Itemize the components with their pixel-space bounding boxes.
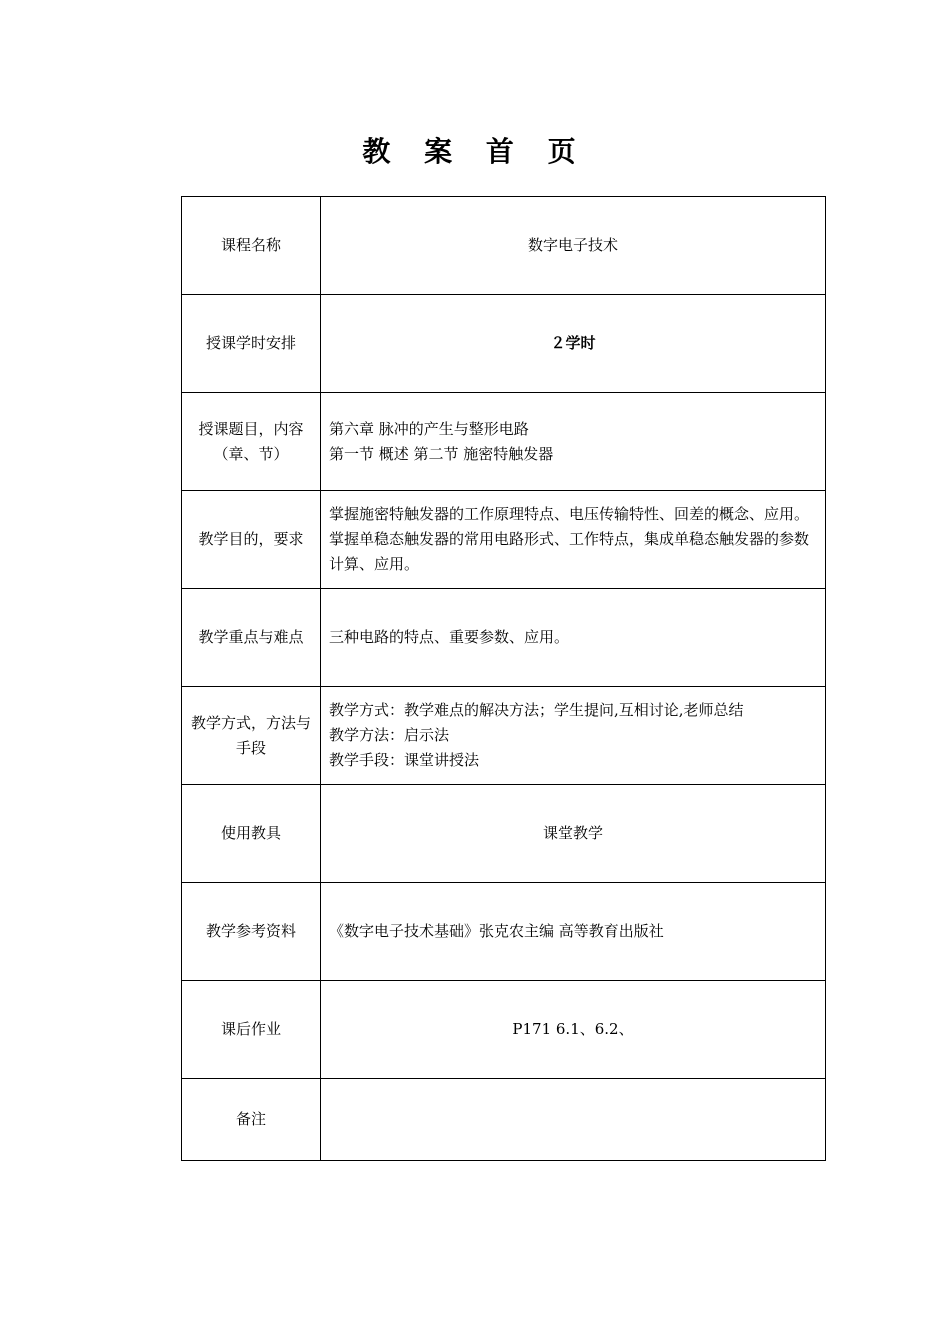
row-label: 教学目的，要求 (182, 491, 321, 589)
value-line: 《数字电子技术基础》张克农主编 高等教育出版社 (329, 922, 664, 940)
table-row-key-points (182, 589, 826, 687)
row-label: 教学重点与难点 (182, 589, 321, 687)
row-label: 授课题目，内容（章、节） (182, 393, 321, 491)
row-value (321, 295, 826, 393)
row-value (321, 197, 826, 295)
value-line: 三种电路的特点、重要参数、应用。 (329, 628, 570, 646)
row-value-empty (321, 1079, 826, 1161)
table-row-teaching-aids (182, 785, 826, 883)
row-value (321, 687, 826, 785)
row-label: 课程名称 (182, 197, 321, 295)
value-line: 数字电子技术 (527, 236, 618, 254)
row-label: 备注 (182, 1079, 321, 1161)
value-line: 教学方式：教学难点的解决方法；学生提问,互相讨论,老师总结 (329, 701, 744, 719)
table-row-references (182, 883, 826, 981)
row-value (321, 589, 826, 687)
value-line: 教学手段：课堂讲授法 (329, 751, 480, 769)
table-row-objectives (182, 491, 826, 589)
page-title: 教 案 首 页 (362, 135, 588, 168)
value-line: 掌握单稳态触发器的常用电路形式、工作特点，集成单稳态触发器的参数计算、应用。 (329, 530, 810, 573)
value-line: 第六章 脉冲的产生与整形电路 (329, 419, 529, 438)
row-label: 课后作业 (182, 981, 321, 1079)
row-label: 使用教具 (182, 785, 321, 883)
table-row-class-hours (182, 295, 826, 393)
row-value (321, 393, 826, 491)
row-label: 教学参考资料 (182, 883, 321, 981)
value-line: 课堂教学 (542, 824, 603, 842)
table-row-teaching-methods (182, 687, 826, 785)
value-line: 教学方法：启示法 (329, 726, 450, 744)
row-value (321, 981, 826, 1079)
row-value (321, 785, 826, 883)
table-row-course-name (182, 197, 826, 295)
lesson-plan-table (181, 196, 826, 1161)
row-value (321, 491, 826, 589)
value-line: P171 6.1、6.2、 (512, 1020, 634, 1038)
table-row-topic (182, 393, 826, 491)
value-line: 掌握施密特触发器的工作原理特点、电压传输特性、回差的概念、应用。 (329, 505, 810, 523)
table-row-remarks (182, 1079, 826, 1161)
value-line: ２学时 (550, 334, 596, 352)
value-line: 第一节 概述 第二节 施密特触发器 (329, 444, 554, 463)
table-row-homework (182, 981, 826, 1079)
row-value (321, 883, 826, 981)
row-label: 教学方式，方法与手段 (182, 687, 321, 785)
row-label: 授课学时安排 (182, 295, 321, 393)
